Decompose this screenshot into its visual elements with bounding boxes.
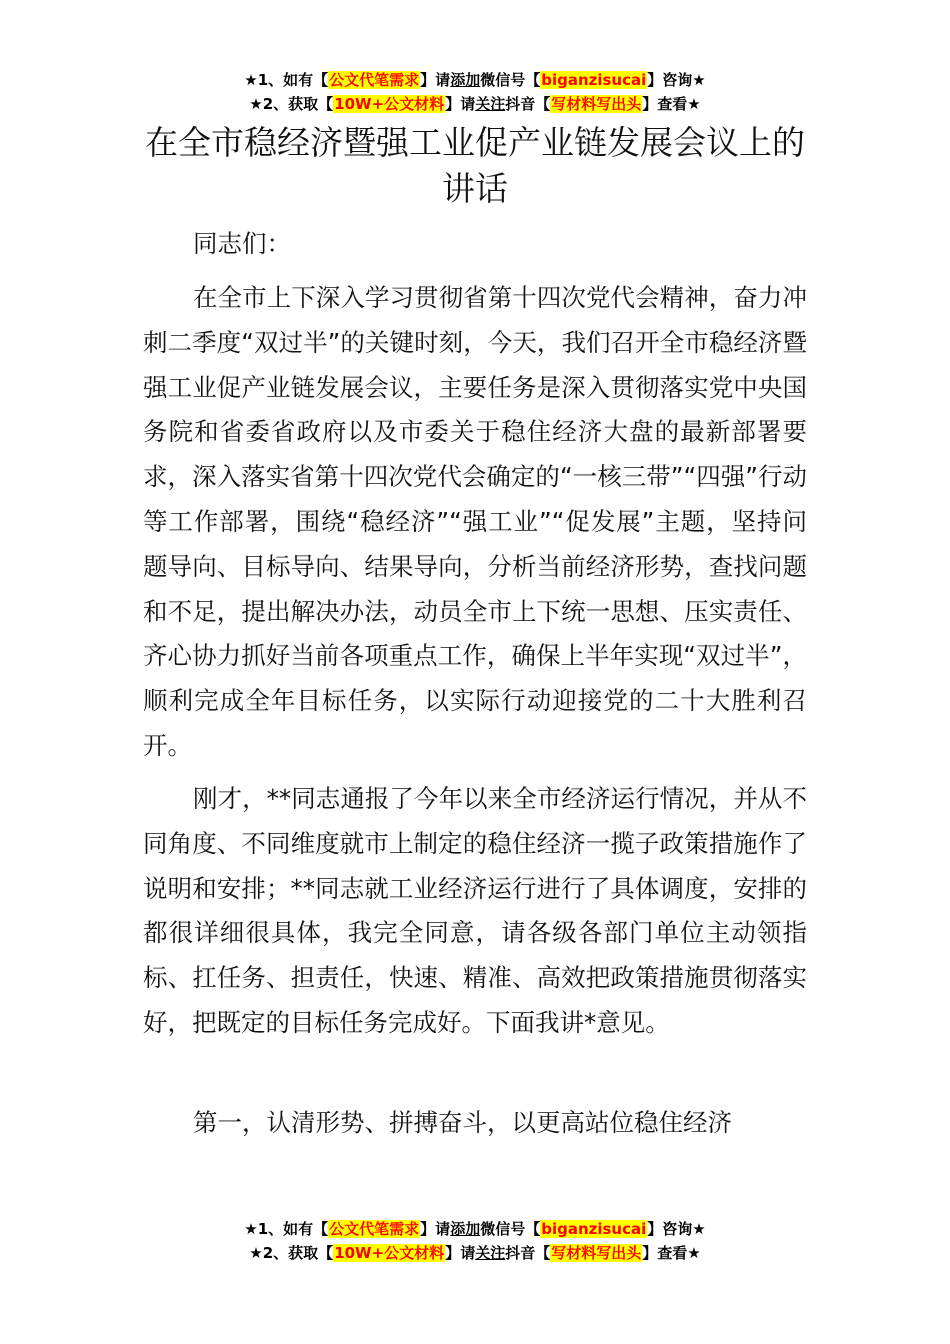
promo-highlight: 10W+公文材料	[334, 1244, 445, 1262]
douyin-account-highlight: 写材料写出头	[551, 95, 642, 113]
promo-text: 】请	[445, 1244, 476, 1262]
promo-text: ★2、获取【	[249, 95, 334, 113]
douyin-account-highlight: 写材料写出头	[551, 1244, 642, 1262]
promo-line-1	[0, 1217, 950, 1241]
promo-text: 】请	[420, 1220, 451, 1238]
promo-text: ★1、如有【	[244, 1220, 329, 1238]
document-title: 在全市稳经济暨强工业促产业链发展会议上的讲话	[145, 123, 805, 208]
promo-text: 微信号【	[480, 71, 541, 89]
promo-highlight: 10W+公文材料	[334, 95, 445, 113]
body-paragraph-1: 在全市上下深入学习贯彻省第十四次党代会精神，奋力冲刺二季度“双过半”的关键时刻，今天，我们召开全市稳经济暨强工业促产业链发展会议，主要任务是深入贯彻落实党中央国务院和省委省政府以及市委关于稳住经济大盘的最新部署要求，深入落实省第十四次党代会确定的“一核三带”“四强”行动等工作部署，围绕“稳经济”“强工业”“促发展”主题，坚持问题导向、目标导向、结果导向，分析当前经济形势，查找问题和不足，提出解决办法，动员全市上下统一思想、压实责任、齐心协力抓好当前各项重点工作，确保上半年实现“双过半”，顺利完成全年目标任务，以实际行动迎接党的二十大胜利召开。	[143, 283, 807, 760]
promo-text: 微信号【	[480, 1220, 541, 1238]
promo-underlined-text: 添加	[450, 1220, 481, 1238]
promo-text: 】查看★	[642, 95, 701, 113]
section-heading: 第一，认清形势、拼搏奋斗，以更高站位稳住经济	[193, 1108, 732, 1137]
wechat-id-highlight: biganzisucai	[541, 1220, 647, 1238]
promo-text: 】请	[445, 95, 476, 113]
wechat-id-highlight: biganzisucai	[541, 71, 647, 89]
body-paragraph-2: 刚才，**同志通报了今年以来全市经济运行情况，并从不同角度、不同维度就市上制定的稳住经济一揽子政策措施作了说明和安排；**同志就工业经济运行进行了具体调度，安排的都很详细很具体，我完全同意，请各级各部门单位主动领指标、扛任务、担责任，快速、精准、高效把政策措施贯彻落实好，把既定的目标任务完成好。下面我讲*意见。	[143, 784, 807, 1037]
promo-underlined-text: 关注	[475, 1244, 506, 1262]
promo-line-2	[0, 92, 950, 116]
promo-text: 】请	[420, 71, 451, 89]
header-promo-banner	[0, 68, 950, 116]
promo-text: ★2、获取【	[249, 1244, 334, 1262]
promo-line-1	[0, 68, 950, 92]
footer-promo-banner	[0, 1217, 950, 1265]
promo-text: 抖音【	[505, 95, 551, 113]
promo-text: 】咨询★	[647, 1220, 706, 1238]
promo-line-2	[0, 1241, 950, 1265]
promo-highlight: 公文代笔需求	[329, 1220, 420, 1238]
promo-underlined-text: 关注	[475, 95, 506, 113]
promo-text: 】咨询★	[647, 71, 706, 89]
promo-text: 】查看★	[642, 1244, 701, 1262]
promo-text: ★1、如有【	[244, 71, 329, 89]
salutation: 同志们：	[193, 229, 291, 258]
promo-highlight: 公文代笔需求	[329, 71, 420, 89]
promo-text: 抖音【	[505, 1244, 551, 1262]
promo-underlined-text: 添加	[450, 71, 481, 89]
